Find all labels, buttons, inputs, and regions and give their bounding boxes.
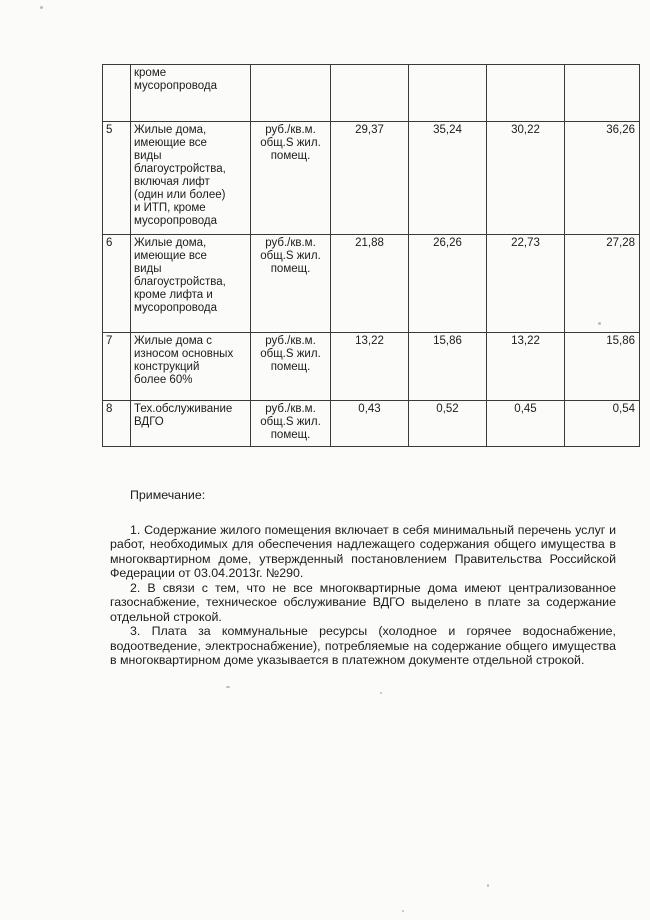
- table-row: [103, 333, 640, 401]
- notes-section: [110, 488, 616, 668]
- row-unit: [251, 65, 331, 122]
- note-item-2: 2. В связи с тем, что не все многоквартирные дома имеют централизованное газоснабжение, техническое обслуживание ВДГО выделено в плате за содержание отдельной строкой.: [110, 580, 616, 624]
- scan-speck: [380, 692, 382, 694]
- row-value-3: 0,45: [487, 401, 565, 447]
- row-unit: руб./кв.м. общ.S жил. помещ.: [251, 122, 331, 235]
- table-row: [103, 65, 640, 122]
- row-value-1: 0,43: [331, 401, 409, 447]
- row-value-2: 26,26: [409, 235, 487, 333]
- row-value-2: 35,24: [409, 122, 487, 235]
- row-number: 5: [103, 122, 131, 235]
- row-value-4: 27,28: [565, 235, 640, 333]
- table-row: [103, 122, 640, 235]
- row-value-1: 13,22: [331, 333, 409, 401]
- row-value-1: 29,37: [331, 122, 409, 235]
- notes-title: Примечание:: [130, 488, 206, 502]
- row-value-3: 13,22: [487, 333, 565, 401]
- row-description: Тех.обслуживание ВДГО: [131, 401, 251, 447]
- note-item-1: 1. Содержание жилого помещения включает в себя минимальный перечень услуг и работ, необходимых для обеспечения надлежащего содержания общего имущества в многоквартирном доме, утвержденный постановлением Правительства Российской Федерации от 03.04.2013г. №290.: [110, 522, 616, 580]
- row-number: [103, 65, 131, 122]
- row-number: 8: [103, 401, 131, 447]
- scan-speck: [598, 322, 601, 325]
- row-unit: руб./кв.м. общ.S жил. помещ.: [251, 401, 331, 447]
- row-value-4: 15,86: [565, 333, 640, 401]
- row-value-3: 22,73: [487, 235, 565, 333]
- row-value-2: [409, 65, 487, 122]
- row-value-1: [331, 65, 409, 122]
- row-unit: руб./кв.м. общ.S жил. помещ.: [251, 333, 331, 401]
- scan-speck: [487, 884, 489, 887]
- table-row: [103, 235, 640, 333]
- row-value-2: 15,86: [409, 333, 487, 401]
- row-value-3: [487, 65, 565, 122]
- row-number: 6: [103, 235, 131, 333]
- scan-speck: [40, 6, 43, 9]
- row-value-4: 0,54: [565, 401, 640, 447]
- tariff-table: [102, 64, 640, 447]
- row-description: Жилые дома, имеющие все виды благоустройства, кроме лифта и мусоропровода: [131, 235, 251, 333]
- row-value-4: 36,26: [565, 122, 640, 235]
- table-row: [103, 401, 640, 447]
- row-value-4: [565, 65, 640, 122]
- scan-speck: [226, 686, 230, 688]
- row-description: Жилые дома с износом основных конструкций более 60%: [131, 333, 251, 401]
- row-value-1: 21,88: [331, 235, 409, 333]
- scan-speck: [402, 910, 404, 912]
- row-unit: руб./кв.м. общ.S жил. помещ.: [251, 235, 331, 333]
- row-value-2: 0,52: [409, 401, 487, 447]
- row-value-3: 30,22: [487, 122, 565, 235]
- note-item-3: 3. Плата за коммунальные ресурсы (холодное и горячее водоснабжение, водоотведение, электроснабжение), потребляемые на содержание общего имущества в многоквартирном доме указывается в платежном документе отдельной строкой.: [110, 624, 616, 667]
- row-number: 7: [103, 333, 131, 401]
- row-description: кроме мусоропровода: [131, 65, 251, 122]
- row-description: Жилые дома, имеющие все виды благоустройства, включая лифт (один или более) и ИТП, кроме мусоропровода: [131, 122, 251, 235]
